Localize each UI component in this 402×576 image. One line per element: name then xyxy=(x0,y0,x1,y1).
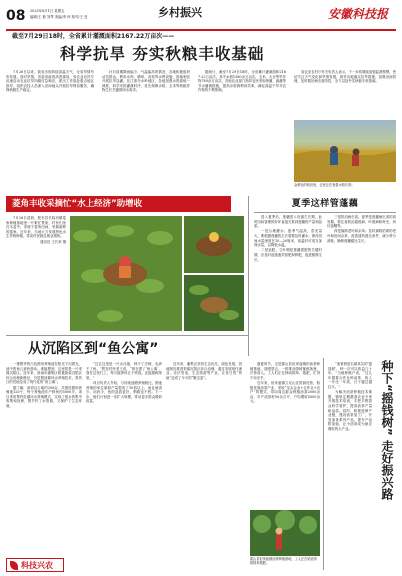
story4-paragraph: 为解决油茶种植技术难题，镇里定期邀请农业专家开展技术培训，手把手教群众科学管护，提高油茶产量和品质。同时，积极延伸产业链，建设油茶加工厂，开发油茶系列产品，提升产品附加值，让小油茶成为助农增收的大产业。 xyxy=(328,390,372,431)
photo-story-caption: 7月28日清晨，肥东县长临河镇菱角种植基地里一片繁忙景象，村民们坐在木盆中，穿梭于菱角田间，采摘新鲜的菱角。近年来，当地大力发展特色水生作物种植，带动村民就近就业增收。 xyxy=(6,216,66,239)
header-date: 2025年8月1日 星期五 xyxy=(30,9,65,13)
photo-story-title: 菱角丰收采摘忙“水上经济”助增收 xyxy=(6,196,231,212)
story3-rule xyxy=(254,212,396,213)
column-label xyxy=(6,558,64,572)
leaf-icon xyxy=(10,561,18,570)
story3-title: 夏季这样管蓬藕 xyxy=(291,199,359,209)
column-divider xyxy=(248,196,249,356)
water-chestnut-photo-1 xyxy=(70,216,182,331)
story3-paragraph: 进入夏季后，莲藕进入旺盛生长期，此时田间管理的好坏直接关系到莲藕的产量和品质。 xyxy=(254,215,322,229)
page-number: 08 xyxy=(6,8,26,24)
lead-photo xyxy=(294,120,396,182)
story2-paragraph: 项目负责人介绍，与传统池塘养殖相比，圆池养殖的单位面积产量提高了10倍以上，而且病害少、用药少，鱼的品质更好，销路也不愁。下一步，他们计划进一步扩大规模，带动更多群众增收致富。 xyxy=(86,380,162,404)
story4-title: 种下“摇钱树” 走好振兴路 xyxy=(380,360,394,500)
column-divider xyxy=(323,358,324,570)
lead-paragraph: 针对前期降雨偏少、气温偏高的情况，各地积极组织动员群众，利用水库、塘坝、沟渠等水利设施，因地制宜开展抗旱浇灌。在江淮分水岭地区，各地加强水资源统一调度，科学安排灌溉时序，优先保障水稻、玉米等秋粮作物生长关键期用水需求。 xyxy=(102,70,190,93)
story3-paragraph: 三是防治病虫害。夏季是莲藕病虫害的高发期，要注意防治腐败病、叶斑病和蚜虫、斜纹夜蛾等。 xyxy=(327,215,396,229)
header-rule xyxy=(6,29,396,31)
tea-oil-photo xyxy=(250,510,320,556)
story2-paragraph: 近年来，潘集区坚持生态优先、绿色发展，因地制宜推进采煤沉陷区综合治理，通过发展现代渔业、光伏发电、生态旅游等产业，让昔日的“伤疤”变成了今天的“聚宝盆”。 xyxy=(166,362,242,380)
lead-paragraph: 7月26日以来，我省出现持续高温天气，全省旱情有所发展。面对旱情，省委省政府高度重视，省农业农村厅迅速启动农业抗旱四级应急响应，派出工作组赴重点地区指导，组织农技人员深入田间地头开展抗旱保苗服务，确保秋粮生产稳定。 xyxy=(6,70,94,93)
newspaper-logo: 安徽科技报 xyxy=(327,7,388,21)
story4-paragraph: “油茶树是名副其实的‘摇钱树’，种一次可以收益几十年。”当地种植户说，“这几年跟着合作社种油茶，收入一年比一年高，日子越过越红火。” xyxy=(328,362,372,389)
story2-title: 从沉陷区到“鱼公寓” xyxy=(28,341,159,357)
lead-paragraph: 省农业农村厅有关负责人表示，下一步将继续加强监测预警，密切关注天气变化和旱情发展，指导各地落实抗旱措施，加强田间管理，及时做好病虫害防控，全力以赴夯实秋粮丰收基础。 xyxy=(294,70,396,84)
story2-paragraph: 据了解，该项目占地约200亩，共建设圆形养殖池120个，每个养殖池年产鲜鱼约5000斤。项目采用集约化循环水养殖模式，实现了尾水的集中收集和处理，既节约了水资源，又保护了生态环境。 xyxy=(6,385,82,408)
photo-story-caption-block xyxy=(6,216,66,331)
story4-body-2 xyxy=(328,362,372,562)
section-divider xyxy=(6,335,248,336)
lead-photo-caption: 金黄色的稻田里，农民正在查看水稻长势。 xyxy=(294,183,355,187)
lead-title: 科学抗旱 夯实秋粮丰收基础 xyxy=(60,45,265,63)
water-chestnut-photo-2 xyxy=(184,216,244,273)
story2-paragraph: “过去这里是一片水洼地，种不了庄稼，也养不了鱼。”附近村民老王说，“现在建了‘鱼公寓’，我在这里打工，每月能挣四五千块钱，还能照顾家里。” xyxy=(86,362,162,380)
story4-paragraph: 近年来，但家庙镇立足山区资源优势，积极发展油茶产业，采取“龙头企业+合作社+农户”的模式，带动周边群众种植油茶2000余亩，年产油茶籽50余万斤，户均增收5000余元。 xyxy=(250,380,320,404)
header-editors: 编辑/王 艳 刘琴 美编/李 珂 校对/王 莹 xyxy=(30,15,88,19)
story4-photo-caption: 霍山县但家庙镇油茶种植基地，工人正在给油茶树除草施肥。 xyxy=(250,557,317,566)
column-label-text: 科技兴农 xyxy=(21,561,53,570)
story3-paragraph: 一是合理灌水。夏季气温高，蒸发量大，要根据莲藕的生长需要及时灌水，保持田间水层深度在10—20厘米，高温时可适当加深水层，以降低水温。 xyxy=(254,229,322,248)
section-title: 乡村振兴 xyxy=(158,6,202,19)
story2-paragraph: 一排整齐的白色圆形养殖池在阳光下闪着光，池中的鱼儿欢快游动。谁能想到，这里曾是一片采煤沉陷区。近年来，淮南市潘集区积极探索沉陷区综合治理新路径，引进圆池循环水养殖技术，将昔日的荒地变成了现代化的“鱼公寓”。 xyxy=(6,362,82,385)
photo-story-credit: 通讯员 王长荣 摄 xyxy=(40,239,66,244)
page-header xyxy=(6,6,396,28)
story4-paragraph: 盛夏时节，走进霍山县但家庙镇的油茶种植基地，放眼望去，一排排油茶树郁郁葱葱，长势喜人。工人们正在林间除草、施肥，忙得不亦乐乎。 xyxy=(250,362,320,380)
water-chestnut-photo-3 xyxy=(184,275,244,331)
lead-kicker: 截至7月29日18时，全省累计灌溉面积2167.22万亩次—— xyxy=(12,33,175,40)
story3-paragraph: 二是追肥。立叶期是莲藕需肥的关键时期，应及时追施速效氮肥和钾肥，促进植株生长。 xyxy=(254,248,322,262)
story3-paragraph: 四是摘除老叶和杂草。及时摘除枯黄的老叶和田间杂草，改善通风透光条件，减少养分消耗，确保莲藕健壮生长。 xyxy=(327,229,396,243)
story3-body xyxy=(254,215,396,355)
lead-paragraph: 据统计，截至7月29日18时，全省累计灌溉面积2167.22万亩次，其中水稻1380余万亩次，玉米、大豆等旱作物780余万亩次。各地农业部门指导农民采取喷灌、滴灌等节水灌溉措施，提高水资源利用效率，减轻高温干旱对农作物的不利影响。 xyxy=(198,70,286,93)
